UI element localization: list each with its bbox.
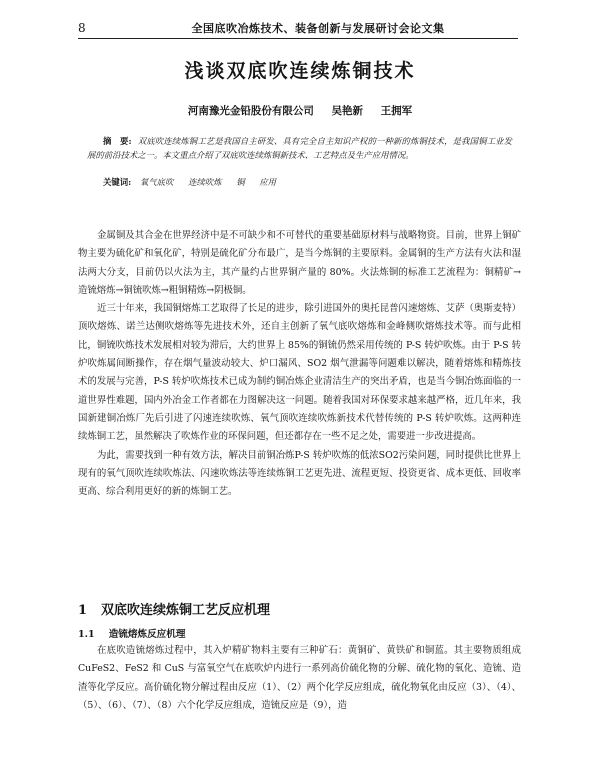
keyword: 连续吹炼 [188, 177, 222, 187]
keywords-label: 关键词: [103, 177, 132, 187]
paragraph: 在底吹造锍熔炼过程中，其入炉精矿物料主要有三种矿石：黄铜矿、黄铁矿和铜蓝。其主要物质组成 CuFeS2、FeS2 和 CuS 与富氧空气在底吹炉内进行一系列高价硫化物的分解、硫化物的氧化、造锍、造渣等化学反应。高价硫化物分解过程由反应（1）、（2）两个化学反应组成，硫化物氧化由反应（3）、（4）、（5）、（6）、（7）、（8）六个化学反应组成，造锍反应是（9），造 [78, 645, 521, 711]
section-number: 1 [78, 603, 88, 618]
subsection-title: 造锍熔炼反应机理 [108, 629, 186, 640]
organization: 河南豫光金铅股份有限公司 [187, 105, 314, 117]
page-number: 8 [78, 21, 86, 35]
paragraph: 金属铜及其合金在世界经济中是不可缺少和不可替代的重要基础原材料与战略物资。目前，世界上铜矿物主要为硫化矿和氧化矿，特别是硫化矿分布最广，是当今炼铜的主要原料。金属铜的生产方法有火法和湿法两大分支，目前仍以火法为主，其产量约占世界铜产量的 80%。火法炼铜的标准工艺流程为：铜精矿→造锍熔炼→铜锍吹炼→粗铜精炼→阴极铜。 [78, 230, 521, 296]
paragraph: 为此，需要找到一种有效方法，解决目前铜冶炼P-S 转炉吹炼的低浓SO2污染问题，同时提供比世界上现有的氧气顶吹连续吹炼法、闪速吹炼法等连续炼铜工艺更先进、流程更短、投资更省、成本更低、回收率更高、综合利用更好的新的炼铜工艺。 [78, 449, 521, 498]
abstract [87, 134, 512, 162]
abstract-text: 双底吹连续炼铜工艺是我国自主研发、具有完全自主知识产权的一种新的炼铜技术，是我国铜工业发展的前沿技术之一。本文重点介绍了双底吹连续炼铜新技术、工艺特点及生产应用情况。 [87, 136, 513, 160]
author-affiliation [0, 103, 600, 118]
body-text [78, 227, 521, 501]
paper-title: 浅谈双底吹连续炼铜技术 [184, 60, 416, 82]
author-name: 吴艳新 [331, 105, 363, 117]
keyword: 铜 [236, 177, 245, 187]
keyword: 应用 [259, 177, 277, 187]
keyword: 氧气底吹 [139, 177, 174, 187]
section-title: 双底吹连续炼铜工艺反应机理 [101, 603, 271, 618]
subsection-heading [78, 626, 185, 640]
abstract-label: 摘 要: [103, 136, 132, 146]
subsection-number: 1.1 [78, 629, 95, 640]
running-header [78, 18, 518, 39]
body-text-section1 [78, 642, 521, 715]
author-name: 王拥军 [380, 105, 413, 117]
keywords [87, 176, 512, 188]
running-title: 全国底吹冶炼技术、装备创新与发展研讨会论文集 [191, 22, 445, 35]
section-heading [78, 599, 270, 618]
paragraph: 近三十年来，我国铜熔炼工艺取得了长足的进步，除引进国外的奥托昆普闪速熔炼、艾萨（奥斯麦特）顶吹熔炼、诺兰达侧吹熔炼等先进技术外，还自主创新了氧气底吹熔炼和金峰侧吹熔炼技术等。而与此相比，铜锍吹炼技术发展相对较为滞后，大约世界上 85%的铜锍仍然采用传统的 P-S 转炉吹炼。由于 P-S 转炉吹炼属间断操作，存在烟气量波动较大、炉口漏风、SO2 烟气泄漏等问题难以解决，随着熔炼和精炼技术的发展与完善，P-S 转炉吹炼技术已成为制约铜冶炼企业清洁生产的突出矛盾，也是当今铜冶炼面临的一道世界性难题，国内外冶金工作者都在力图解决这一问题。随着我国对环保要求越来越严格，近几年来，我国新建铜冶炼厂先后引进了闪速连续吹炼、氧气顶吹连续吹炼新技术代替传统的 P-S 转炉吹炼。这两种连续炼铜工艺，虽然解决了吹炼作业的环保问题，但还都存在一些不足之处，需要进一步改进提高。 [78, 303, 521, 443]
